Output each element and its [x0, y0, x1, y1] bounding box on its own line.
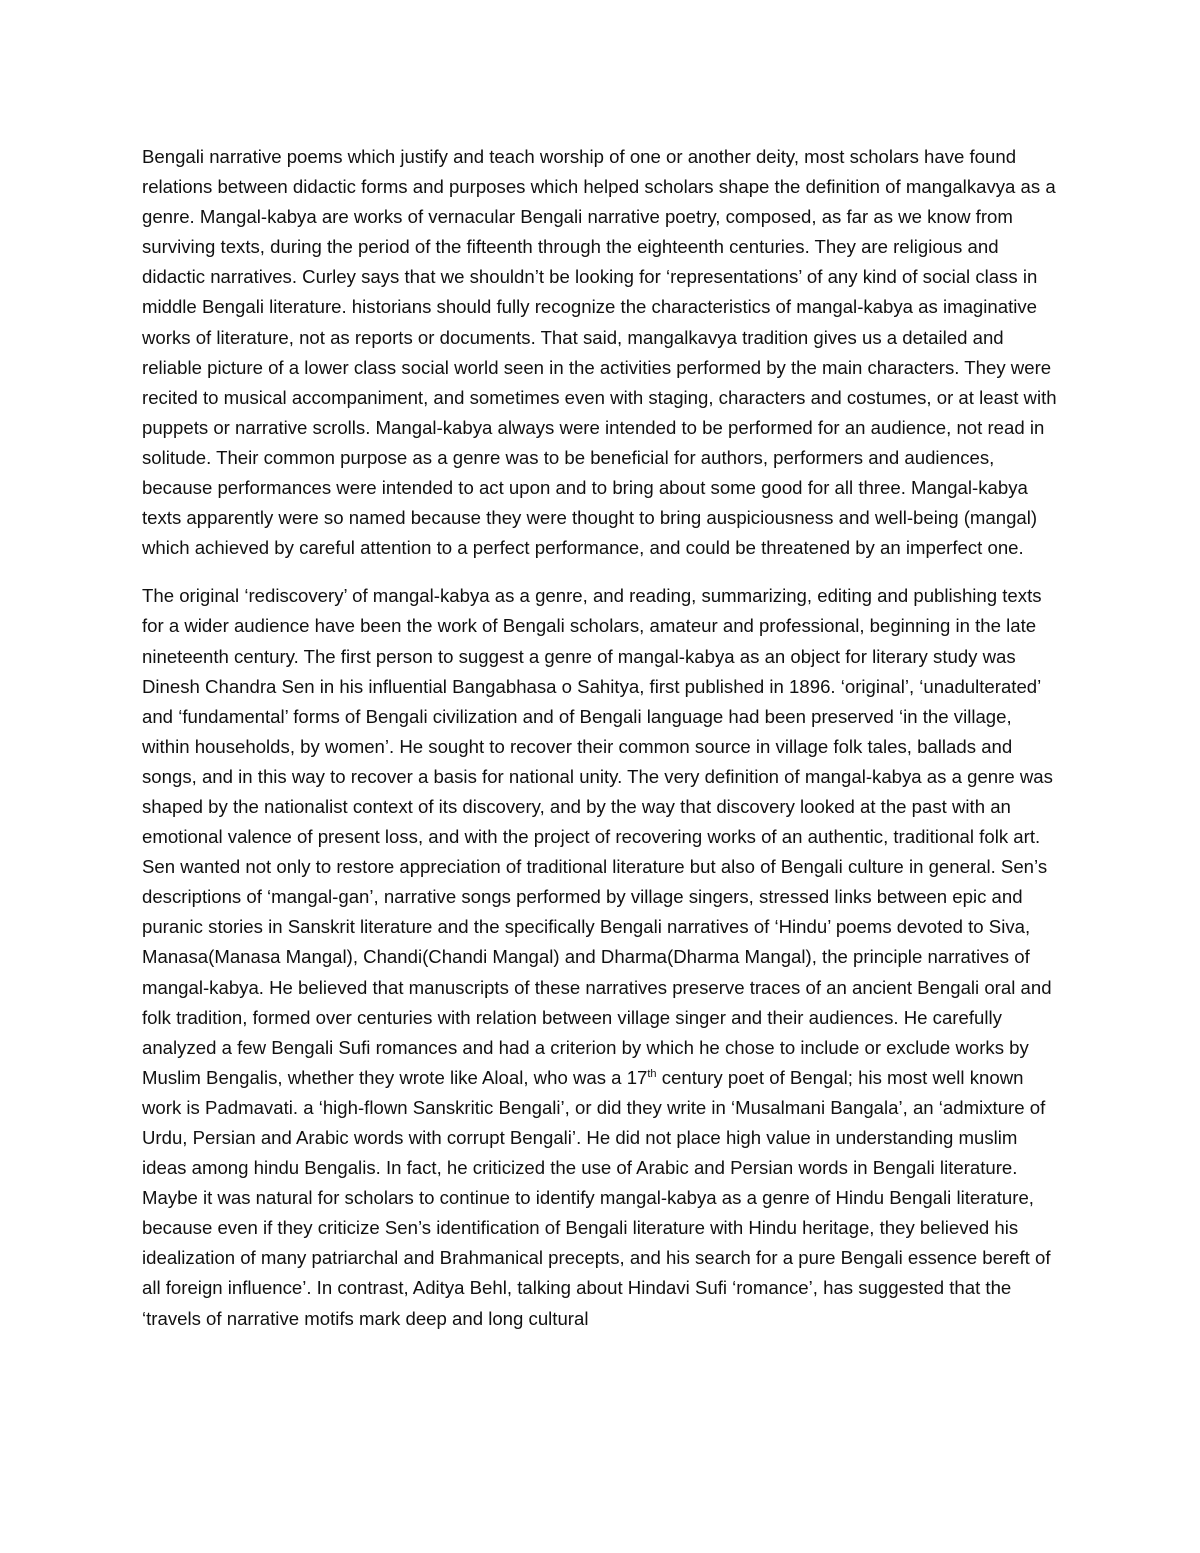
paragraph-2: [142, 581, 1062, 1333]
paragraph-2-text-a: The original ‘rediscovery’ of mangal-kabya as a genre, and reading, summarizing, editing and publishing texts for a wider audience have been the work of Bengali scholars, amateur and professional, beginning in the late nineteenth century. The first person to suggest a genre of mangal-kabya as an object for literary study was Dinesh Chandra Sen in his influential Bangabhasa o Sahitya, first published in 1896. ‘original’, ‘unadulterated’ and ‘fundamental’ forms of Bengali civilization and of Bengali language had been preserved ‘in the village, within households, by women’. He sought to recover their common source in village folk tales, ballads and songs, and in this way to recover a basis for national unity. The very definition of mangal-kabya as a genre was shaped by the nationalist context of its discovery, and by the way that discovery looked at the past with an emotional valence of present loss, and with the project of recovering works of an authentic, traditional folk art. Sen wanted not only to restore appreciation of traditional literature but also of Bengali culture in general. Sen’s descriptions of ‘mangal-gan’, narrative songs performed by village singers, stressed links between epic and puranic stories in Sanskrit literature and the specifically Bengali narratives of ‘Hindu’ poems devoted to Siva, Manasa(Manasa Mangal), Chandi(Chandi Mangal) and Dharma(Dharma Mangal), the principle narratives of mangal-kabya. He believed that manuscripts of these narratives preserve traces of an ancient Bengali oral and folk tradition, formed over centuries with relation between village singer and their audiences. He carefully analyzed a few Bengali Sufi romances and had a criterion by which he chose to include or exclude works by Muslim Bengalis, whether they wrote like Aloal, who was a 17: [142, 585, 1053, 1088]
paragraph-2-text-b: century poet of Bengal; his most well known work is Padmavati. a ‘high-flown Sanskritic Bengali’, or did they write in ‘Musalmani Bangala’, an ‘admixture of Urdu, Persian and Arabic words with corrupt Bengali’. He did not place high value in understanding muslim ideas among hindu Bengalis. In fact, he criticized the use of Arabic and Persian words in Bengali literature. Maybe it was natural for scholars to continue to identify mangal-kabya as a genre of Hindu Bengali literature, because even if they criticize Sen’s identification of Bengali literature with Hindu heritage, they believed his idealization of many patriarchal and Brahmanical precepts, and his search for a pure Bengali essence bereft of all foreign influence’. In contrast, Aditya Behl, talking about Hindavi Sufi ‘romance’, has suggested that the ‘travels of narrative motifs mark deep and long cultural: [142, 1066, 1051, 1329]
document-body: [142, 142, 1062, 1334]
paragraph-1: Bengali narrative poems which justify and teach worship of one or another deity, most scholars have found relations between didactic forms and purposes which helped scholars shape the definition of mangalkavya as a genre. Mangal-kabya are works of vernacular Bengali narrative poetry, composed, as far as we know from surviving texts, during the period of the fifteenth through the eighteenth centuries. They are religious and didactic narratives. Curley says that we shouldn’t be looking for ‘representations’ of any kind of social class in middle Bengali literature. historians should fully recognize the characteristics of mangal-kabya as imaginative works of literature, not as reports or documents. That said, mangalkavya tradition gives us a detailed and reliable picture of a lower class social world seen in the activities performed by the main characters. They were recited to musical accompaniment, and sometimes even with staging, characters and costumes, or at least with puppets or narrative scrolls. Mangal-kabya always were intended to be performed for an audience, not read in solitude. Their common purpose as a genre was to be beneficial for authors, performers and audiences, because performances were intended to act upon and to bring about some good for all three. Mangal-kabya texts apparently were so named because they were thought to bring auspiciousness and well-being (mangal) which achieved by careful attention to a perfect performance, and could be threatened by an imperfect one.: [142, 146, 1057, 559]
ordinal-superscript: th: [647, 1067, 657, 1080]
